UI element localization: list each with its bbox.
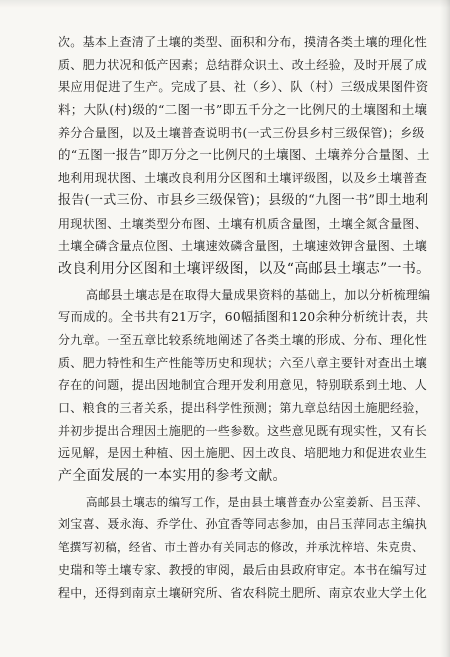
paragraph-3 [58, 491, 430, 604]
text-line: 果应用促进了生产。完成了县、社（乡）、队（村）三级成果图件资 [58, 80, 429, 95]
text-line: 并初步提出合理因土施肥的一些参数。这些意见既有现实性，又有长 [58, 423, 428, 438]
scan-edge-shadow [440, 0, 450, 657]
paragraph-1 [58, 31, 430, 281]
text-line: 分九章。一至五章比较系统地阐述了各类土壤的形成、分布、理化性 [58, 332, 428, 347]
text-line: 地利用现状图、土壤改良利用分区图和土壤评级图，以及乡土壤普查 [58, 171, 428, 186]
text-line: 报告(一式三份、市县乡三级保管)；县级的“九图一书”即土地利 [58, 192, 429, 208]
text-line: 养分合量图，以及土壤普查说明书(一式三份县乡村三级保管)；乡级 [58, 125, 425, 140]
text-line: 刘宝喜、聂永海、乔学仕、孙宜香等同志参加，由吕玉萍同志主编执 [58, 517, 428, 532]
text-line: 史瑞和等土壤专家、教授的审阅，最后由县政府审定。本书在编写过 [58, 562, 428, 577]
text-line: 笔撰写初稿，经省、市土普办有关同志的修改，并承沈梓培、朱克贵、 [58, 540, 424, 555]
text-line: 高邮县土壤志的编写工作，是由县土壤普查办公室姜新、吕玉萍、 [86, 494, 429, 509]
scan-top-shadow [0, 0, 450, 8]
text-line: 高邮县土壤志是在取得大量成果资料的基础上，加以分析梳理编 [86, 287, 431, 302]
document-body [58, 31, 430, 604]
text-line: 质、肥力状况和低产因素；总结群众识土、改土经验，及时开展了成 [58, 57, 428, 72]
text-line: 料；大队(村)级的“二图一书”即五千分之一比例尺的土壤图和土壤 [58, 102, 428, 118]
text-line: 程中，还得到南京土壤研究所、省农科院土肥所、南京农业大学土化 [58, 585, 428, 600]
text-line: 写而成的。全书共有21万字，60幅插图和120余种分析统计表，共 [58, 310, 429, 325]
paragraph-2 [58, 284, 430, 488]
text-line: 改良利用分区图和土壤评级图，以及“高邮县土壤志”一书。 [58, 260, 431, 277]
text-line: 土壤全磷含量点位图、土壤速效磷含量图，土壤速效钾含量图、土壤 [58, 239, 428, 254]
text-line: 用现状图、土壤类型分布图、土壤有机质含量图，土壤全氮含量图、 [58, 216, 428, 231]
text-line: 口、粮食的三者关系，提出科学性预测；第九章总结因土施肥经验， [58, 401, 428, 415]
text-line: 产全面发展的一本实用的参考文献。 [58, 468, 287, 485]
text-line: 质、肥力特性和生产性能等历史和现状；六至八章主要针对查出土壤 [58, 355, 428, 370]
text-line: 的“五图一报告”即万分之一比例尺的土壤图、土壤养分合量图、土 [58, 147, 430, 163]
text-line: 远见解，是因土种植、因土施肥、因土改良、培肥地力和促进农业生 [58, 446, 428, 461]
text-line: 存在的问题，提出因地制宜合理开发利用意见，特别联系到土地、人 [58, 378, 428, 393]
text-line: 次。基本上查清了土壤的类型、面积和分布，摸清各类土壤的理化性 [58, 35, 428, 49]
